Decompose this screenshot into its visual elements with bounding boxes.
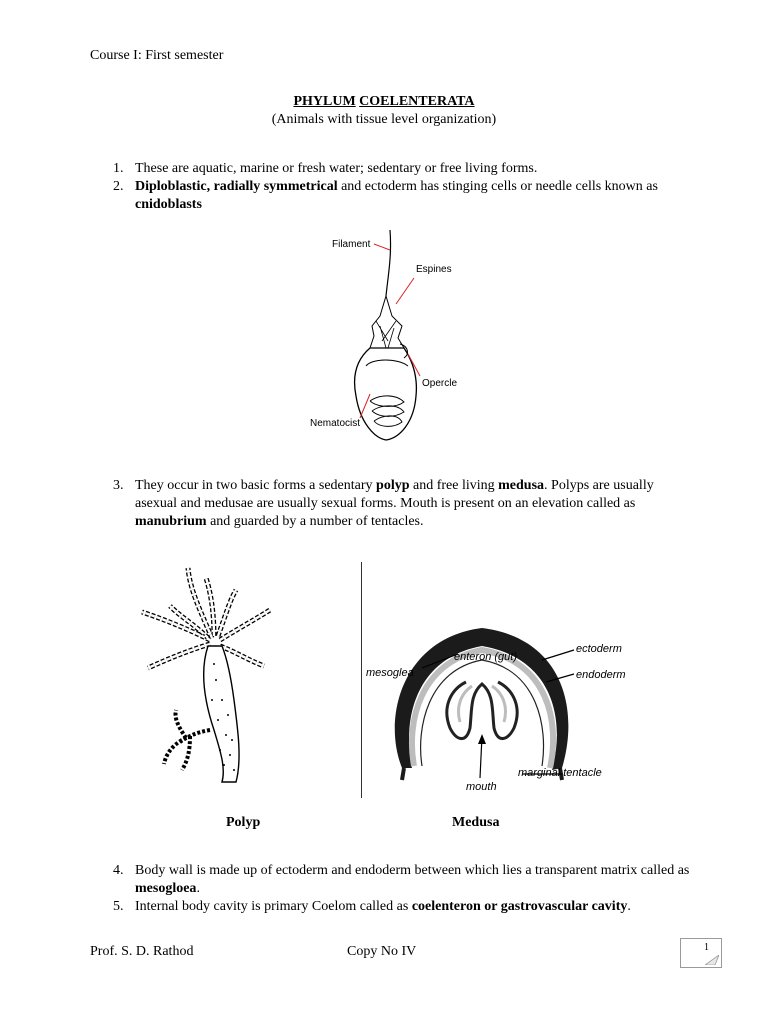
list-number: 2. bbox=[113, 179, 124, 194]
footer-author: Prof. S. D. Rathod bbox=[90, 944, 194, 959]
title-word-coelenterata: COELENTERATA bbox=[359, 94, 475, 109]
list-number: 1. bbox=[113, 161, 124, 176]
page-curl-icon bbox=[705, 955, 719, 965]
list-item-4 bbox=[113, 862, 693, 898]
list-item-1 bbox=[113, 160, 693, 178]
caption-polyp: Polyp bbox=[226, 815, 261, 830]
list-number: 4. bbox=[113, 863, 124, 878]
label-ectoderm: ectoderm bbox=[576, 643, 622, 655]
text-run: . bbox=[627, 899, 631, 914]
medusa-diagram bbox=[362, 598, 632, 794]
list-text bbox=[135, 178, 695, 214]
text-run: and guarded by a number of tentacles. bbox=[206, 514, 424, 529]
text-run: Internal body cavity is primary Coelom called as bbox=[135, 899, 412, 914]
list-number: 5. bbox=[113, 899, 124, 914]
filament-line bbox=[386, 230, 391, 296]
list-text bbox=[135, 477, 695, 531]
list-text: These are aquatic, marine or fresh water; sedentary or free living forms. bbox=[135, 161, 538, 176]
bold-term: manubrium bbox=[135, 514, 207, 529]
list-item-3 bbox=[113, 477, 693, 531]
caption-medusa: Medusa bbox=[452, 815, 500, 830]
polyp-bud bbox=[164, 710, 210, 770]
bold-term: mesogloea bbox=[135, 881, 197, 896]
coiled-thread bbox=[370, 396, 404, 427]
filament-leader bbox=[374, 244, 390, 250]
cnidoblast-diagram bbox=[300, 226, 470, 448]
page-number: 1 bbox=[704, 942, 709, 953]
label-marginal-tentacle: marginal tentacle bbox=[518, 767, 602, 779]
text-run: . Polyps are usually asexual and medusae are usually sexual forms. Mouth is present on an elevation called as bbox=[135, 478, 654, 511]
page-subtitle: (Animals with tissue level organization) bbox=[271, 112, 497, 127]
text-run: . bbox=[196, 881, 200, 896]
bold-term: coelenteron or gastrovascular cavity bbox=[411, 899, 628, 914]
course-header: Course I: First semester bbox=[90, 48, 224, 63]
label-filament: Filament bbox=[332, 239, 371, 250]
list-text bbox=[135, 862, 695, 898]
list-item-5 bbox=[113, 898, 693, 916]
label-nematocist: Nematocist bbox=[310, 418, 361, 429]
label-mouth: mouth bbox=[466, 781, 497, 793]
spines bbox=[370, 296, 404, 348]
label-opercle: Opercle bbox=[422, 378, 458, 389]
bold-term: Diploblastic, radially symmetrical bbox=[135, 179, 338, 194]
opercle-leader bbox=[408, 354, 420, 376]
text-run: They occur in two basic forms a sedentary bbox=[135, 478, 377, 493]
label-mesoglea: mesoglea bbox=[366, 667, 414, 679]
label-espines: Espines bbox=[416, 264, 452, 275]
footer-copy: Copy No IV bbox=[347, 944, 417, 959]
text-run: and free living bbox=[409, 478, 499, 493]
label-enteron: enteron (gut) bbox=[454, 651, 517, 663]
title-word-phylum: PHYLUM bbox=[293, 94, 356, 109]
label-endoderm: endoderm bbox=[576, 669, 626, 681]
list-text bbox=[135, 898, 695, 916]
polyp-body bbox=[204, 646, 239, 782]
espines-leader bbox=[396, 278, 414, 304]
polyp-drawing bbox=[130, 560, 280, 800]
list-number: 3. bbox=[113, 478, 124, 493]
nematocist-leader bbox=[360, 394, 370, 418]
page-number-box bbox=[680, 938, 722, 968]
text-run: Body wall is made up of ectoderm and endoderm between which lies a transparent matrix called as bbox=[135, 863, 690, 878]
bold-term: polyp bbox=[376, 478, 410, 493]
list-item-2 bbox=[113, 178, 693, 214]
text-run: and ectoderm has stinging cells or needle cells known as bbox=[337, 179, 658, 194]
bold-term: cnidoblasts bbox=[135, 197, 202, 212]
bold-term: medusa bbox=[498, 478, 545, 493]
page-title bbox=[0, 94, 768, 110]
